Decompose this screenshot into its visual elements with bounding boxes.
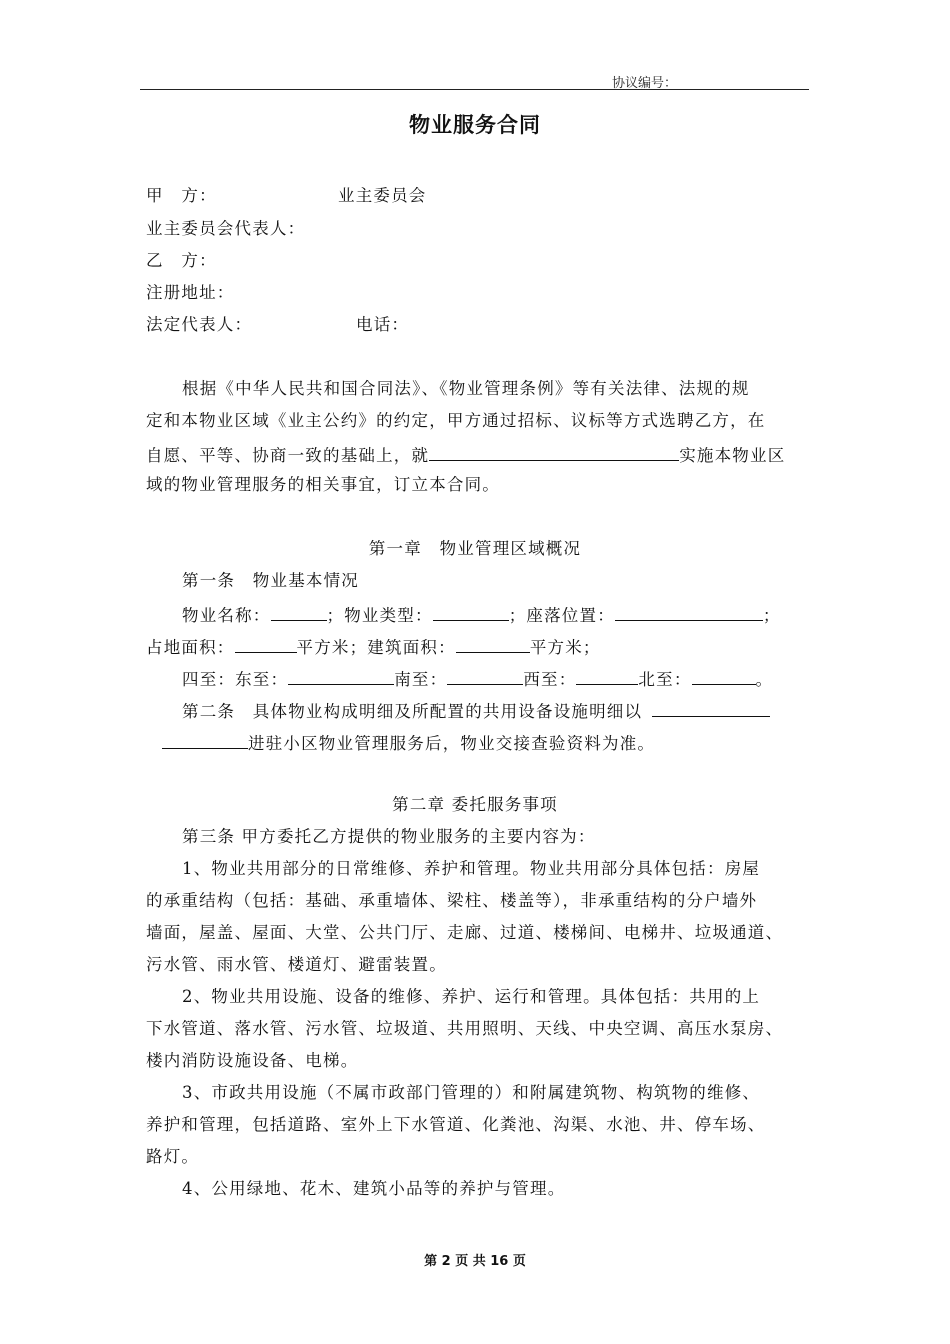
chapter-heading: 第一章 物业管理区域概况 xyxy=(368,539,582,558)
party-b-label: 乙 方： xyxy=(146,251,217,270)
blank-underline xyxy=(692,667,756,685)
article-2-line xyxy=(182,699,770,722)
agreement-number-label: 协议编号： xyxy=(612,76,678,91)
clause-line: 3、市政共用设施（不属市政部门管理的）和附属建筑物、构筑物的维修、 xyxy=(182,1083,761,1102)
committee-rep-label: 业主委员会代表人： xyxy=(146,219,306,238)
south-label: 南至： xyxy=(394,670,448,689)
header-rule xyxy=(140,89,809,90)
area-line xyxy=(146,635,601,658)
blank-underline xyxy=(576,667,638,685)
blank-underline xyxy=(433,603,509,621)
clause-line: 楼内消防设施设备、电梯。 xyxy=(146,1051,359,1070)
end-period: 。 xyxy=(755,670,774,689)
clause-line: 养护和管理，包括道路、室外上下水管道、化粪池、沟渠、水池、井、停车场、 xyxy=(146,1115,766,1134)
blank-underline xyxy=(615,603,763,621)
land-area-label: 占地面积： xyxy=(146,638,235,657)
west-label: 西至： xyxy=(523,670,577,689)
party-a-line xyxy=(146,186,217,206)
address-label: 注册地址： xyxy=(146,283,235,302)
blank-underline xyxy=(271,603,327,621)
party-a-label: 甲 方： xyxy=(146,186,217,205)
boundaries-line xyxy=(182,667,773,690)
blank-underline xyxy=(456,635,530,653)
preamble-text: 自愿、平等、协商一致的基础上，就 xyxy=(146,446,430,465)
article-2-text: 第二条 具体物业构成明细及所配置的共用设备设施明细以 xyxy=(182,702,643,721)
property-type-label: ；物业类型： xyxy=(326,606,433,625)
clause-line: 路灯。 xyxy=(146,1147,200,1166)
location-label: ；座落位置： xyxy=(508,606,615,625)
preamble-line: 根据《中华人民共和国合同法》、《物业管理条例》等有关法律、法规的规 xyxy=(182,379,750,398)
article-2-line xyxy=(162,731,655,754)
blank-underline xyxy=(162,731,248,749)
preamble-line: 定和本物业区域《业主公约》的约定，甲方通过招标、议标等方式选聘乙方，在 xyxy=(146,411,766,430)
building-area-label: 平方米；建筑面积： xyxy=(296,638,456,657)
blank-underline xyxy=(429,443,679,461)
separator: ； xyxy=(762,606,781,625)
clause-line: 2、物业共用设施、设备的维修、养护、运行和管理。具体包括：共用的上 xyxy=(182,987,761,1006)
blank-underline xyxy=(235,635,297,653)
preamble-line xyxy=(146,443,785,466)
document-title: 物业服务合同 xyxy=(409,113,541,137)
article-title: 第一条 物业基本情况 xyxy=(182,571,359,590)
clause-line: 墙面，屋盖、屋面、大堂、公共门厅、走廊、过道、楼梯间、电梯井、垃圾通道、 xyxy=(146,923,784,942)
preamble-text: 实施本物业区 xyxy=(679,446,786,465)
blank-underline xyxy=(652,699,770,717)
phone-label: 电话： xyxy=(356,315,410,334)
north-label: 北至： xyxy=(638,670,692,689)
property-info-line xyxy=(182,603,781,626)
article-2-text: 进驻小区物业管理服务后，物业交接查验资料为准。 xyxy=(248,734,656,753)
clause-line: 的承重结构（包括：基础、承重墙体、梁柱、楼盖等），非承重结构的分户墙外 xyxy=(146,891,758,910)
clause-line: 1、物业共用部分的日常维修、养护和管理。物业共用部分具体包括：房屋 xyxy=(182,859,761,878)
clause-line: 污水管、雨水管、楼道灯、避雷装置。 xyxy=(146,955,447,974)
clause-line: 4、公用绿地、花木、建筑小品等的养护与管理。 xyxy=(182,1179,566,1198)
preamble-line: 域的物业管理服务的相关事宜，订立本合同。 xyxy=(146,475,500,494)
property-name-label: 物业名称： xyxy=(182,606,271,625)
blank-underline xyxy=(288,667,394,685)
chapter-heading: 第二章 委托服务事项 xyxy=(392,795,558,814)
page-number: 第 2 页 共 16 页 xyxy=(424,1254,526,1269)
party-a-value: 业主委员会 xyxy=(338,186,427,205)
sqm-unit: 平方米； xyxy=(529,638,601,657)
article-title: 第三条 甲方委托乙方提供的物业服务的主要内容为： xyxy=(182,827,596,846)
east-label: 四至：东至： xyxy=(182,670,289,689)
blank-underline xyxy=(447,667,523,685)
legal-rep-label: 法定代表人： xyxy=(146,315,253,334)
clause-line: 下水管道、落水管、污水管、垃圾道、共用照明、天线、中央空调、高压水泵房、 xyxy=(146,1019,784,1038)
